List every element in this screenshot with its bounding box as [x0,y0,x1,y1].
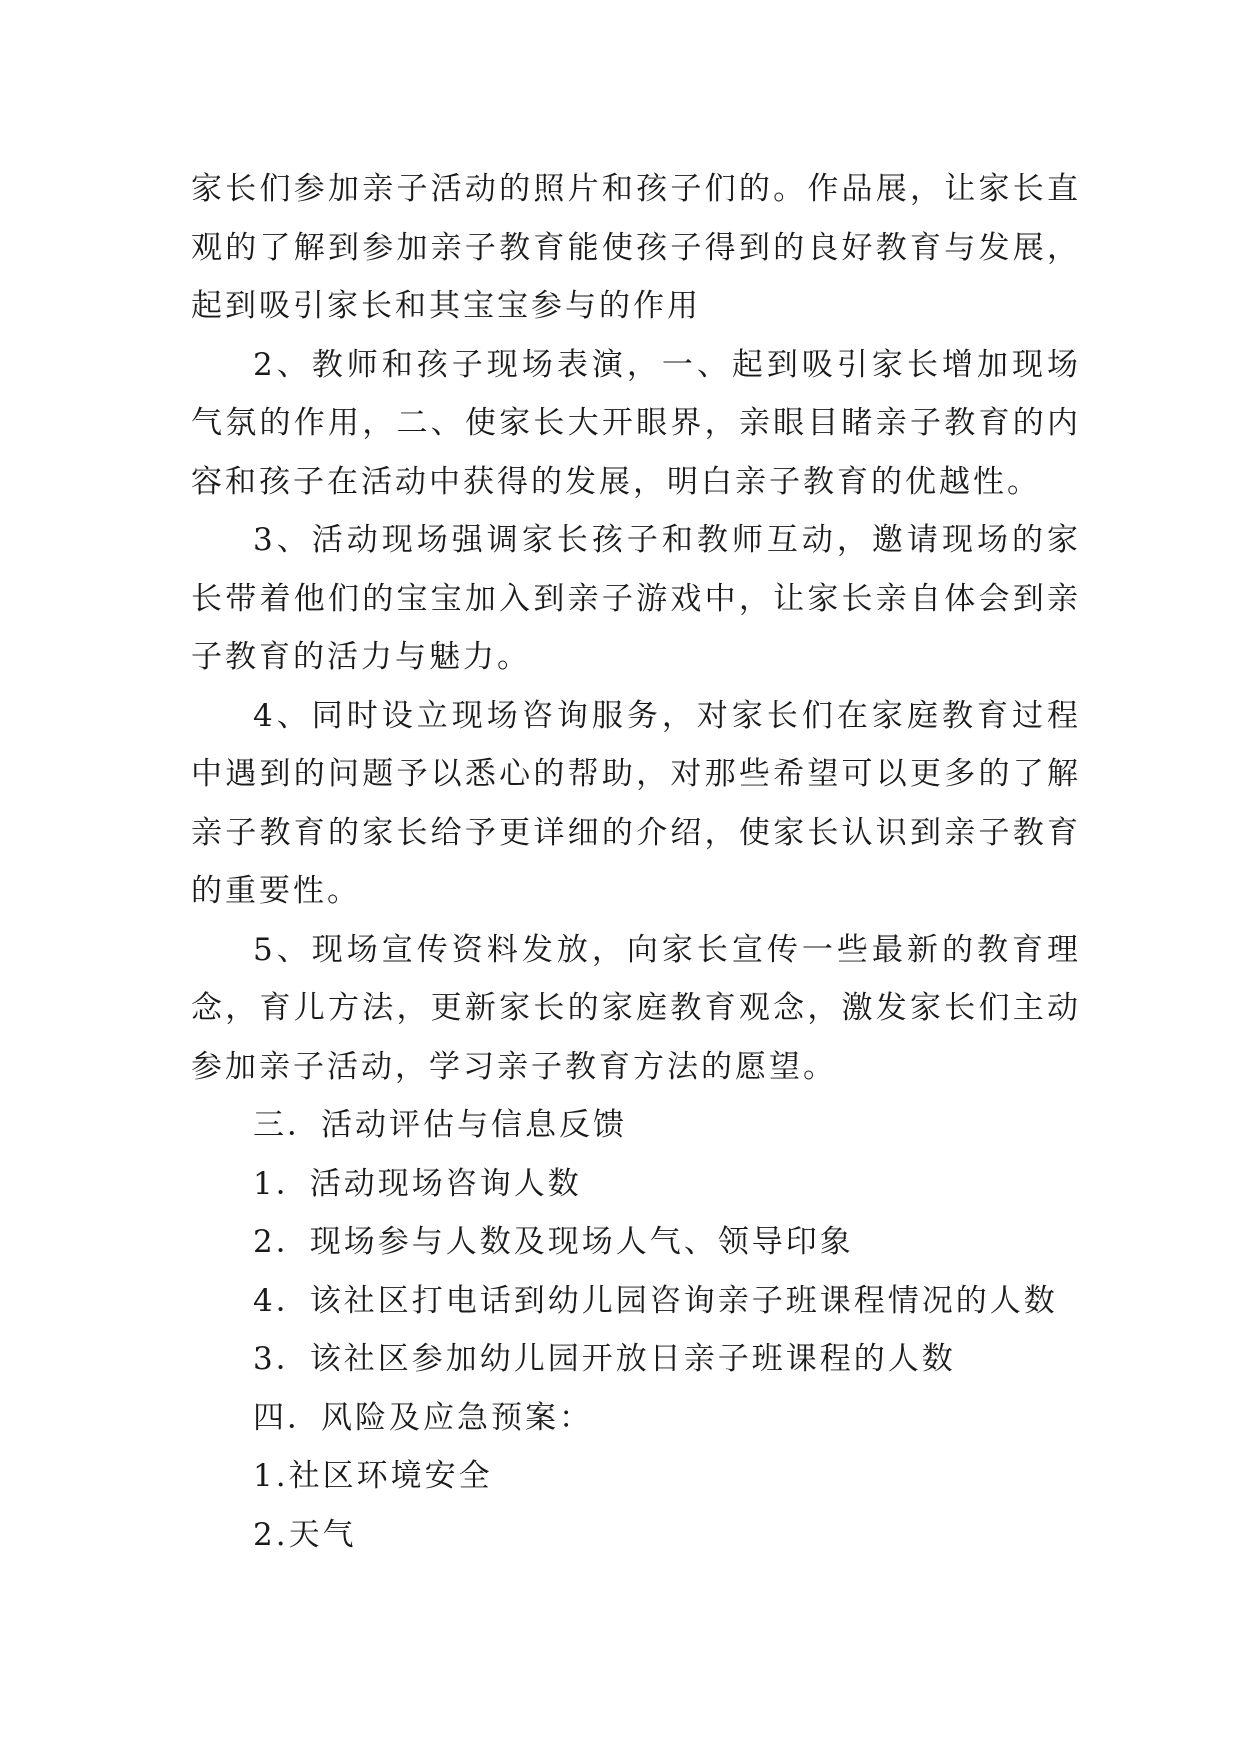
paragraph-photo-exhibition: 家长们参加亲子活动的照片和孩子们的。作品展，让家长直观的了解到参加亲子教育能使孩子得到的良好教育与发展，起到吸引家长和其宝宝参与的作用 [191,171,1081,324]
paragraph-consultation: 4、同时设立现场咨询服务，对家长们在家庭教育过程中遇到的问题予以悉心的帮助，对那些希望可以更多的了解亲子教育的家长给予更详细的介绍，使家长认识到亲子教育的重要性。 [191,697,1081,909]
section-heading-risk: 四．风险及应急预案： [253,1399,593,1436]
paragraph-interaction: 3、活动现场强调家长孩子和教师互动，邀请现场的家长带着他们的宝宝加入到亲子游戏中，让家长亲自体会到亲子教育的活力与魅力。 [191,522,1081,675]
section-heading-evaluation: 三．活动评估与信息反馈 [253,1107,627,1143]
risk-item: 2.天气 [253,1516,357,1553]
evaluation-item: 3．该社区参加幼儿园开放日亲子班课程的人数 [253,1341,956,1377]
evaluation-item: 2．现场参与人数及现场人气、领导印象 [253,1224,854,1260]
paragraph-performance: 2、教师和孩子现场表演，一、起到吸引家长增加现场气氛的作用，二、使家长大开眼界，亲眼目睹亲子教育的内容和孩子在活动中获得的发展，明白亲子教育的优越性。 [191,346,1081,500]
risk-item: 1.社区环境安全 [253,1458,493,1494]
paragraph-materials: 5、现场宣传资料发放，向家长宣传一些最新的教育理念，育儿方法，更新家长的家庭教育观念，激发家长们主动参加亲子活动，学习亲子教育方法的愿望。 [191,931,1081,1085]
document-body [191,160,1081,1564]
evaluation-item: 1．活动现场咨询人数 [253,1165,582,1202]
evaluation-item: 4．该社区打电话到幼儿园咨询亲子班课程情况的人数 [253,1282,1058,1319]
